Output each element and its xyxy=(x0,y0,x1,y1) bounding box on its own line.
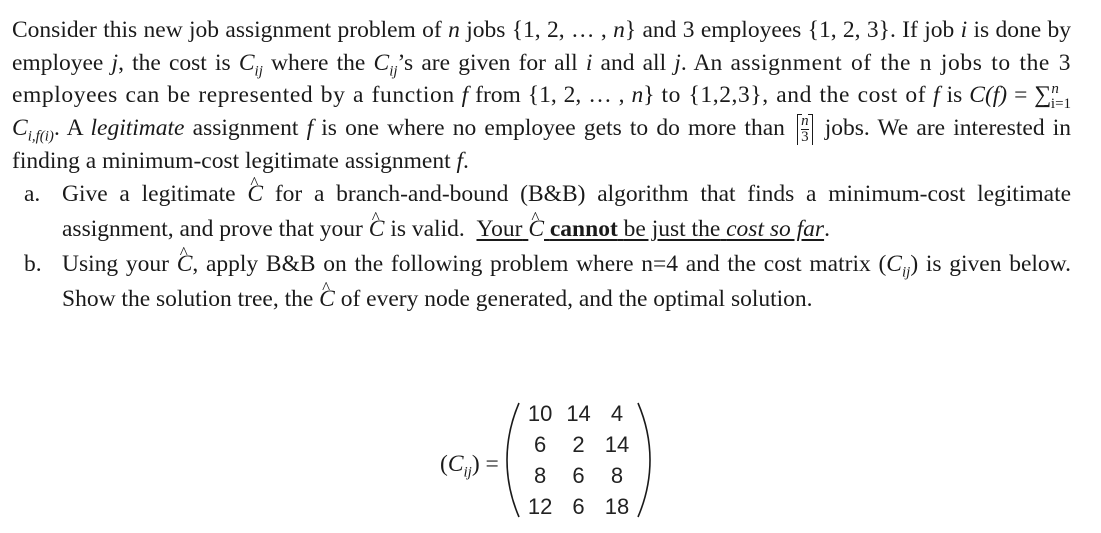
math-f: f xyxy=(456,147,464,174)
math-term: $C_{i,f(i)}$ xyxy=(12,114,54,145)
part-b-sentence: ) is given below. Show the solution tree, the xyxy=(62,251,1071,313)
matrix-lhs: $(C_{ij})$ = xyxy=(440,450,499,481)
part-a xyxy=(12,177,1071,247)
matrix-cell: 14 xyxy=(604,431,630,457)
matrix-row xyxy=(521,429,636,460)
math-f: f xyxy=(306,114,314,141)
legitimate-term: legitimate xyxy=(90,114,185,141)
intro-text: } xyxy=(643,82,655,108)
intro-text: is one where no xyxy=(321,114,477,141)
math-n: n xyxy=(631,82,644,108)
intro-text: to {1,2,3}, and the cost of xyxy=(661,82,927,108)
matrix-table xyxy=(521,398,636,522)
c-hat: ^ C xyxy=(369,212,385,247)
math-i: i xyxy=(585,49,593,76)
matrix-cell: 10 xyxy=(527,400,553,426)
math-f: f xyxy=(933,82,940,108)
matrix-cell: 12 xyxy=(527,493,553,519)
matrix-row xyxy=(521,491,636,522)
intro-text: assignment xyxy=(344,147,451,174)
part-b-sentence: of every node generated, and the optimal solution. xyxy=(340,286,813,313)
c-hat: ^ C xyxy=(177,247,193,282)
math-n: n xyxy=(613,17,625,43)
part-b xyxy=(12,247,1071,317)
matrix-cell: 6 xyxy=(572,493,585,519)
part-b-sentence: Using your xyxy=(62,251,169,278)
part-b-label: b. xyxy=(24,251,42,278)
matrix-row xyxy=(521,460,636,491)
ceiling-n-over-3: $\frac{n}{3}$ xyxy=(797,114,813,145)
math-j: j xyxy=(111,49,119,76)
matrix-cell: 6 xyxy=(572,462,585,488)
part-a-sentence: for a branch-and-bound (B&B) algorithm that finds a minimum-cost legitimate assignment, and prove that your xyxy=(62,181,1072,243)
math-sigma-sub: i=1 xyxy=(1050,95,1072,112)
matrix-cell: 8 xyxy=(610,462,624,488)
intro-text: jobs. We are interested in finding a minimum-cost legitimate xyxy=(12,114,1072,174)
intro-text: assignment of the n jobs to the 3 employees can be represented by a function xyxy=(12,49,1072,108)
math-cij: $C_{ij}$ xyxy=(886,251,911,281)
intro-text: . xyxy=(463,147,469,174)
math-n: n xyxy=(448,17,460,43)
left-paren xyxy=(505,401,521,519)
part-a-text xyxy=(62,177,1071,247)
c-hat: ^ C xyxy=(319,282,335,317)
part-b-text xyxy=(62,247,1071,317)
intro-text: . An xyxy=(680,49,723,76)
math-i: i xyxy=(960,17,968,43)
intro-text: jobs {1, 2, … , xyxy=(466,17,607,43)
intro-text: Consider this new job assignment problem of xyxy=(12,17,442,43)
math-sigma: ∑ xyxy=(1034,82,1052,108)
matrix-row xyxy=(521,398,636,429)
matrix-cell: 14 xyxy=(566,400,591,426)
matrix-cell: 8 xyxy=(533,462,547,488)
part-a-warning: Your ^ C cannot be just the cost so far xyxy=(476,216,824,242)
cost-matrix xyxy=(440,398,652,522)
math-f: f xyxy=(461,82,469,108)
intro-text: employee gets to do more than xyxy=(484,114,785,141)
intro-text: is xyxy=(946,82,963,108)
intro-text: and all xyxy=(600,49,667,76)
intro-paragraph xyxy=(12,14,1071,177)
part-a-sentence: is valid. xyxy=(390,216,465,243)
math-equals: = xyxy=(1007,82,1035,108)
intro-text: . A xyxy=(53,114,83,141)
intro-text: ’s are given for all xyxy=(397,49,578,76)
c-hat: ^ C xyxy=(528,212,544,247)
intro-text: job xyxy=(924,17,955,43)
intro-text: is done by employee xyxy=(12,17,1072,76)
math-cost-f: C(f) xyxy=(969,82,1008,108)
matrix-cell: 6 xyxy=(533,431,547,457)
part-a-sentence: . xyxy=(824,216,830,243)
part-a-label: a. xyxy=(24,181,41,208)
matrix-cell: 4 xyxy=(610,400,624,426)
intro-text: from {1, 2, … , xyxy=(475,82,625,108)
part-b-sentence: , apply B&B on the following problem where n=4 and the cost matrix ( xyxy=(192,251,887,278)
math-sigma-sup: n xyxy=(1051,81,1059,98)
intro-text: , the cost is xyxy=(118,49,231,76)
intro-text: assignment xyxy=(192,114,299,141)
part-a-sentence: Give a legitimate xyxy=(62,181,236,208)
math-cij: $C_{ij}$ xyxy=(373,49,398,80)
c-hat: ^ C xyxy=(247,177,263,212)
intro-text: where the xyxy=(271,49,366,76)
matrix-cell: 18 xyxy=(604,493,630,519)
right-paren xyxy=(636,401,652,519)
matrix-cell: 2 xyxy=(572,431,585,457)
math-j: j xyxy=(674,49,681,76)
intro-text: } and 3 employees {1, 2, 3}. If xyxy=(624,17,918,43)
math-cij: $C_{ij}$ xyxy=(238,49,263,80)
